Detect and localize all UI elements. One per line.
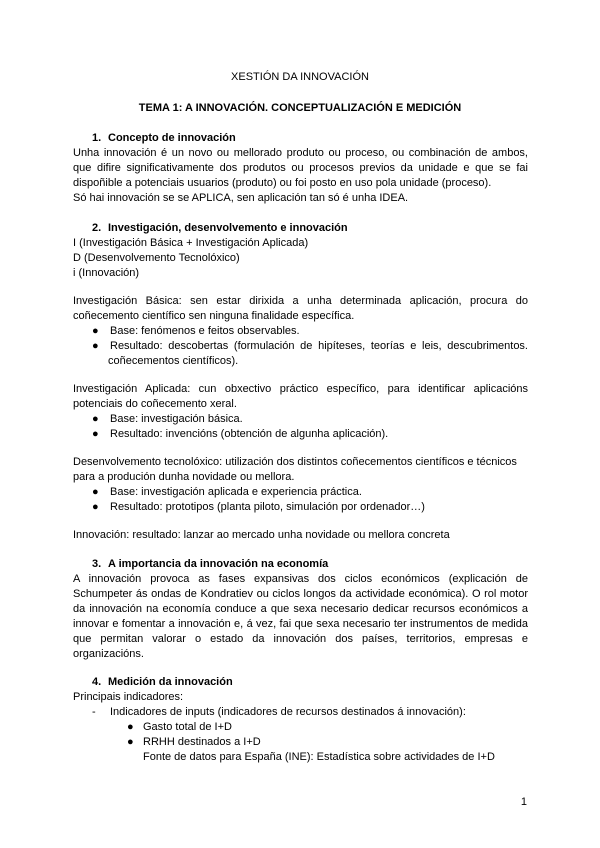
list-item xyxy=(92,500,425,515)
paragraph-line: potenciais do coñecemento xeral. xyxy=(73,398,237,410)
section-1-heading xyxy=(92,131,236,146)
paragraph-line: para a produción dunha novidade ou mellora. xyxy=(73,471,295,483)
list-item xyxy=(92,412,243,427)
section-number: 3. xyxy=(92,558,102,570)
list-item-text: RRHH destinados a I+D xyxy=(143,736,261,748)
section-title: A importancia da innovación na economía xyxy=(108,558,329,570)
paragraph-line: organizacións. xyxy=(73,648,144,660)
list-item-text: Base: investigación básica. xyxy=(110,413,243,425)
paragraph-line: Investigación Básica: sen estar dirixida a unha determinada aplicación, procura do xyxy=(73,295,528,307)
definition-line: D (Desenvolvemento Tecnolóxico) xyxy=(73,252,240,264)
section-number: 2. xyxy=(92,222,102,234)
section-2-heading xyxy=(92,221,348,236)
list-item-text: Resultado: invencións (obtención de algunha aplicación). xyxy=(110,428,389,440)
page-title: TEMA 1: A INNOVACIÓN. CONCEPTUALIZACIÓN E MEDICIÓN xyxy=(138,102,462,114)
bullet-marker: ● xyxy=(127,736,134,748)
paragraph-line: Investigación Aplicada: cun obxectivo práctico específico, para identificar aplicacións xyxy=(73,383,528,395)
paragraph-line: Desenvolvemento tecnolóxico: utilización dos distintos coñecementos científicos e técnicos xyxy=(73,456,517,468)
definition-line: i (Innovación) xyxy=(73,267,140,279)
list-item-text: Base: investigación aplicada e experiencia práctica. xyxy=(110,486,362,498)
bullet-marker: ● xyxy=(127,721,134,733)
list-item-text: Resultado: prototipos (planta piloto, simulación por ordenador…) xyxy=(110,501,425,513)
sub-list-item xyxy=(127,720,232,735)
bullet-marker: ● xyxy=(92,428,99,440)
section-number: 4. xyxy=(92,676,102,688)
list-item xyxy=(92,485,362,500)
list-item-text: Indicadores de inputs (indicadores de recursos destinados á innovación): xyxy=(110,706,466,718)
list-item xyxy=(92,324,300,339)
bullet-marker: ● xyxy=(92,486,99,498)
paragraph-line: dispoñible a potenciais usuarios (produto) ou foi posto en uso pola unidade (proceso). xyxy=(73,177,492,189)
paragraph-line: da innovación na economía conduce a que sexa necesario dedicar recursos económicos a xyxy=(73,603,528,615)
bullet-marker: ● xyxy=(92,325,99,337)
list-item-continuation: Fonte de datos para España (INE): Estadística sobre actividades de I+D xyxy=(143,751,495,763)
list-item xyxy=(92,339,528,354)
paragraph-line: Innovación: resultado: lanzar ao mercado unha novidade ou mellora concreta xyxy=(73,529,450,541)
dash-marker: - xyxy=(92,706,96,718)
page-number: 1 xyxy=(520,796,527,808)
section-title: Concepto de innovación xyxy=(108,132,236,144)
list-item-continuation: coñecementos científicos). xyxy=(108,355,239,367)
sub-list-item xyxy=(127,735,261,750)
section-3-heading xyxy=(92,557,328,572)
list-item xyxy=(92,427,388,442)
paragraph-line: A innovación provoca as fases expansivas dos ciclos económicos (explicación de xyxy=(73,573,528,585)
paragraph-line: que difire significativamente dos produtos ou procesos previos da unidade e que se fai xyxy=(73,162,528,174)
list-item-text: Resultado: descobertas (formulación de hipíteses, teorías e leis, descubrimentos. xyxy=(110,340,528,352)
bullet-marker: ● xyxy=(92,501,99,513)
paragraph-line: Só hai innovación se se APLICA, sen aplicación tan só é unha IDEA. xyxy=(73,192,409,204)
paragraph-line: Principais indicadores: xyxy=(73,691,184,703)
list-item-text: Gasto total de I+D xyxy=(143,721,232,733)
section-title: Medición da innovación xyxy=(108,676,233,688)
paragraph-line: Schumpeter ás ondas de Kondratiev ou ciclos longos da actividade económica). O rol motor xyxy=(73,588,528,600)
definition-line: I (Investigación Básica + Investigación Aplicada) xyxy=(73,237,309,249)
paragraph-line: innovar e fomentar a innovación e, á vez, fai que sexa necesario ter instrumentos de medida xyxy=(73,618,528,630)
document-header: XESTIÓN DA INNOVACIÓN xyxy=(231,71,369,83)
list-item-text: Base: fenómenos e feitos observables. xyxy=(110,325,300,337)
list-item xyxy=(92,705,466,720)
paragraph-line: que permitan valorar o estado da innovación dos países, territorios, empresas e xyxy=(73,633,528,645)
bullet-marker: ● xyxy=(92,340,99,352)
section-number: 1. xyxy=(92,132,102,144)
paragraph-line: Unha innovación é un novo ou mellorado produto ou proceso, ou combinación de ambos, xyxy=(73,147,528,159)
section-title: Investigación, desenvolvemento e innovación xyxy=(108,222,348,234)
section-4-heading xyxy=(92,675,233,690)
paragraph-line: coñecemento científico sen ninguna finalidade específica. xyxy=(73,310,355,322)
bullet-marker: ● xyxy=(92,413,99,425)
